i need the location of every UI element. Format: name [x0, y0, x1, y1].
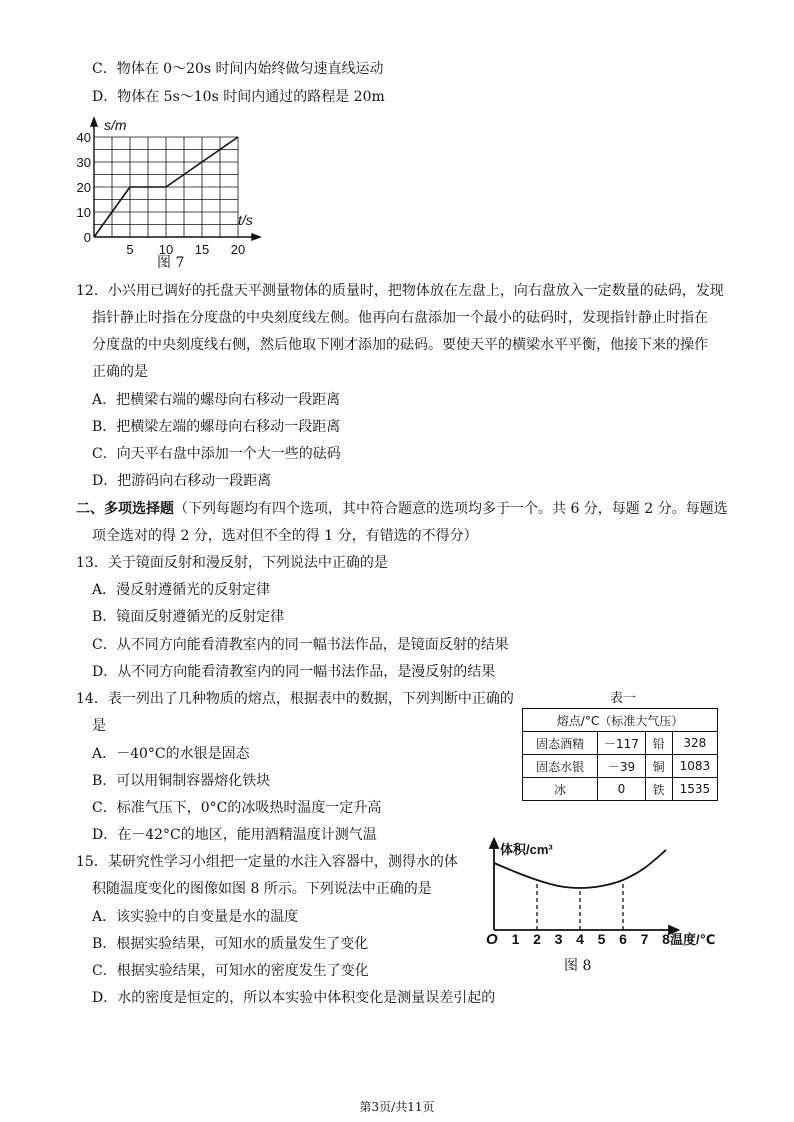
- q12-stem-line3: 分度盘的中央刻度线右侧，然后他取下刚才添加的砝码。要使天平的横梁水平平衡，他接下来的操作: [92, 337, 708, 353]
- figure-7-x-label: t/s: [238, 212, 253, 228]
- q15-option-b: B．根据实验结果，可知水的质量发生了变化: [92, 936, 369, 952]
- x-tick-label: 7: [640, 931, 649, 947]
- figure-7-caption: 图 7: [157, 255, 185, 271]
- q13-stem: 13．关于镜面反射和漫反射，下列说法中正确的是: [76, 555, 388, 571]
- x-tick-label: 20: [230, 242, 246, 257]
- q12-option-a: A．把横梁右端的螺母向右移动一段距离: [92, 392, 341, 408]
- q11-option-d: D．物体在 5s～10s 时间内通过的路程是 20m: [92, 89, 385, 105]
- figure-7-y-arrow: [91, 118, 97, 126]
- figure-8-chart: [474, 834, 724, 950]
- q15-option-c: C．根据实验结果，可知水的密度发生了变化: [92, 963, 369, 979]
- x-tick-label: 15: [194, 242, 210, 257]
- q14-option-b: B．可以用铜制容器熔化铁块: [92, 773, 271, 789]
- x-tick-label: 4: [576, 931, 584, 947]
- q14-option-c: C．标准气压下，0°C的冰吸热时温度一定升高: [92, 800, 382, 816]
- q14-stem-line1: 14．表一列出了几种物质的熔点，根据表中的数据，下列判断中正确的: [76, 691, 514, 707]
- figure-7-axes: [91, 118, 260, 240]
- x-tick-label: 3: [554, 931, 563, 947]
- figure-7-x-arrow: [252, 234, 260, 240]
- table-cell: 铅: [645, 732, 672, 755]
- table-row: [523, 778, 718, 801]
- table-cell: －117: [598, 732, 645, 755]
- table-1-caption: 表一: [610, 691, 637, 706]
- q15-option-d: D．水的密度是恒定的，所以本实验中体积变化是测量误差引起的: [92, 990, 496, 1006]
- x-tick-label: 6: [619, 931, 627, 947]
- q12-stem-line4: 正确的是: [92, 364, 148, 380]
- x-tick-label: 10: [158, 242, 174, 257]
- figure-8-origin-label: O: [486, 931, 498, 948]
- figure-7-chart: [68, 112, 268, 272]
- q12-option-d: D．把游码向右移动一段距离: [92, 473, 272, 489]
- q14-option-a: A．－40°C的水银是固态: [92, 746, 250, 762]
- table-cell: 0: [598, 778, 645, 801]
- section-2-desc-line2: 项全选对的得 2 分，选对但不全的得 1 分，有错选的不得分）: [92, 528, 478, 544]
- figure-8-caption: 图 8: [564, 958, 592, 974]
- x-tick-label: 5: [597, 931, 606, 947]
- table-row: [523, 755, 718, 778]
- q11-option-c: C．物体在 0～20s 时间内始终做匀速直线运动: [92, 61, 384, 77]
- table-cell: 1083: [672, 755, 717, 778]
- section-2-header: [76, 500, 728, 518]
- q12-option-b: B．把横梁左端的螺母向右移动一段距离: [92, 419, 341, 435]
- y-tick-label: 0: [83, 230, 91, 245]
- q14-option-d: D．在－42°C的地区，能用酒精温度计测气温: [92, 827, 377, 843]
- q15-stem-line1: 15．某研究性学习小组把一定量的水注入容器中，测得水的体: [76, 854, 458, 870]
- table-cell: 铜: [645, 755, 672, 778]
- table-cell: 铁: [645, 778, 672, 801]
- q15-stem-line2: 积随温度变化的图像如图 8 所示。下列说法中正确的是: [92, 881, 432, 897]
- q13-option-c: C．从不同方向能看清教室内的同一幅书法作品，是镜面反射的结果: [92, 637, 509, 653]
- q12-stem-line2: 指针静止时指在分度盘的中央刻度线左侧。他再向右盘添加一个最小的砝码时，发现指针静止时指在: [92, 310, 708, 326]
- table-row: [523, 732, 718, 755]
- q12-option-c: C．向天平右盘中添加一个大一些的砝码: [92, 446, 341, 462]
- q15-option-a: A．该实验中的自变量是水的温度: [92, 909, 299, 925]
- table-cell: 固态酒精: [523, 732, 598, 755]
- q13-option-d: D．从不同方向能看清教室内的同一幅书法作品，是漫反射的结果: [92, 664, 496, 680]
- x-tick-label: 8: [662, 931, 670, 947]
- x-tick-label: 1: [511, 931, 520, 947]
- q13-option-a: A．漫反射遵循光的反射定律: [92, 582, 271, 598]
- y-tick-label: 40: [76, 130, 91, 145]
- y-tick-label: 20: [76, 180, 91, 195]
- section-2-title: 二、多项选择题: [76, 501, 174, 517]
- page-footer: 第3页/共11页: [359, 1100, 435, 1114]
- figure-8-y-label: 体积/cm³: [500, 842, 553, 857]
- y-tick-label: 10: [76, 205, 91, 220]
- table-cell: 1535: [672, 778, 717, 801]
- melting-point-table: [522, 708, 718, 801]
- y-tick-label: 30: [76, 155, 91, 170]
- section-2-desc-line1: （下列每题均有四个选项，其中符合题意的选项均多于一个。共 6 分，每题 2 分。每题选: [174, 501, 728, 517]
- figure-8-x-label: 温度/℃: [670, 932, 716, 947]
- table-header: 熔点/°C（标准大气压）: [523, 709, 718, 732]
- table-cell: －39: [598, 755, 645, 778]
- table-cell: 固态水银: [523, 755, 598, 778]
- q14-stem-line2: 是: [92, 718, 106, 734]
- q13-option-b: B．镜面反射遵循光的反射定律: [92, 609, 285, 625]
- x-tick-label: 5: [126, 242, 134, 257]
- figure-7-y-label: s/m: [104, 117, 127, 133]
- table-cell: 328: [672, 732, 717, 755]
- figure-8-y-arrow: [490, 839, 498, 848]
- q12-stem-line1: 12．小兴用已调好的托盘天平测量物体的质量时，把物体放在左盘上，向右盘放入一定数量的砝码，发现: [76, 283, 724, 299]
- x-tick-label: 2: [533, 931, 541, 947]
- table-cell: 冰: [523, 778, 598, 801]
